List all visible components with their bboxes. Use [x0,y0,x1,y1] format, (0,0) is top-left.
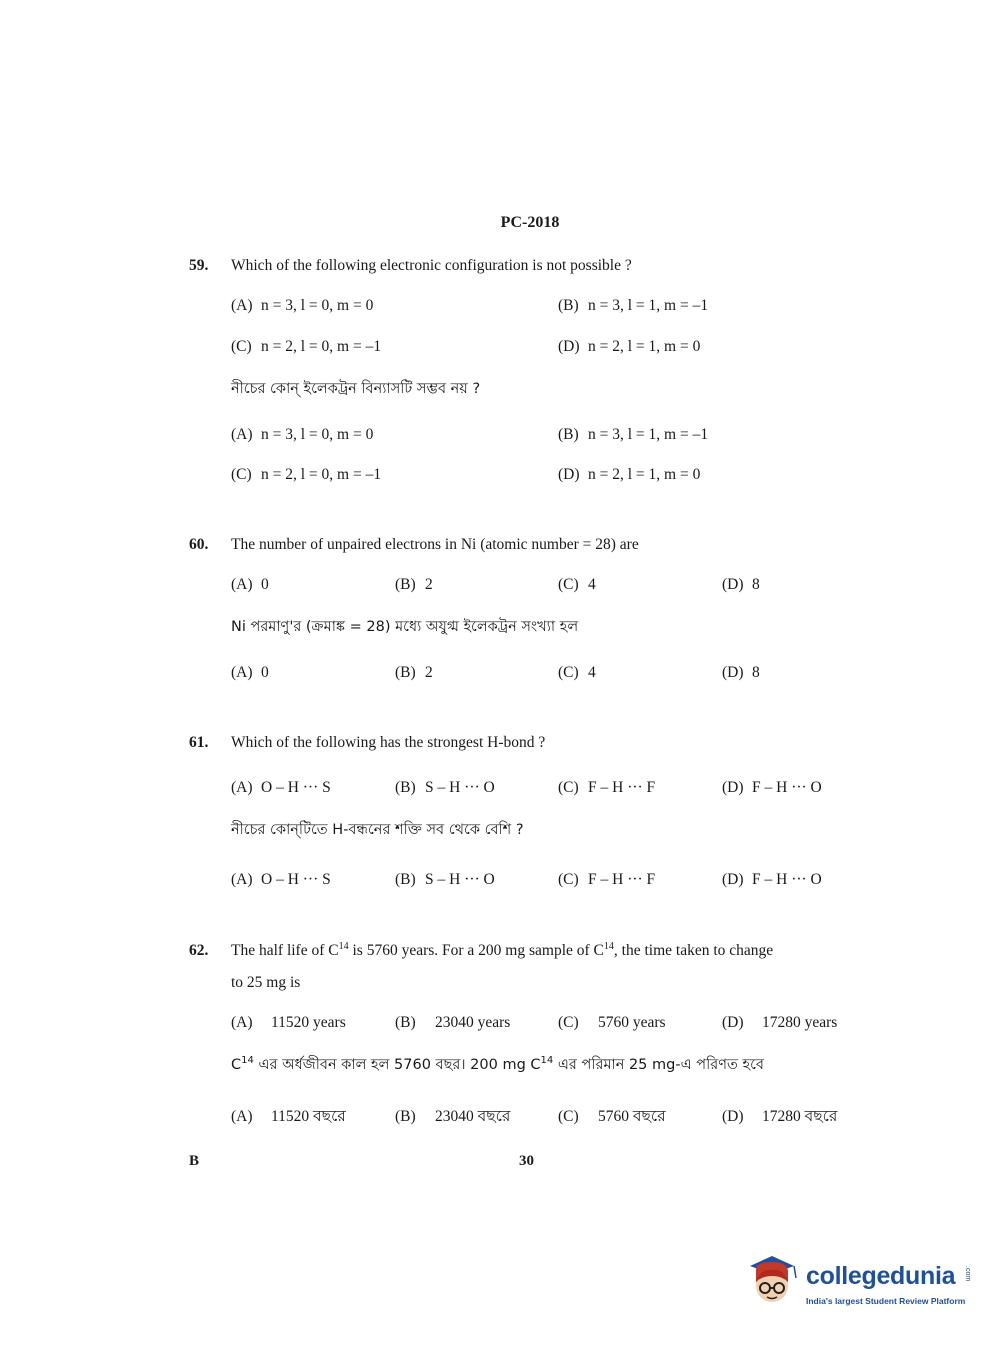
option-d [722,871,822,889]
option-label: (D) [722,779,744,796]
option-value: O – H ··· S [261,779,331,796]
option-value: 8 [752,664,760,681]
question-text-en: The number of unpaired electrons in Ni (atomic number = 28) are [231,536,639,553]
option-value: S – H ··· O [425,779,495,796]
option-a [231,664,269,682]
option-b [558,426,708,444]
option-value: 4 [588,576,596,593]
option-d [558,338,700,356]
option-d [722,1104,837,1130]
logo-tagline: India's largest Student Review Platform [806,1296,966,1306]
option-value: F – H ··· O [752,779,822,796]
option-label: (C) [231,338,252,355]
option-c [558,779,655,797]
option-label: (B) [395,1014,416,1031]
option-value: F – H ··· F [588,779,656,796]
option-value: S – H ··· O [425,871,495,888]
question-number: 60. [189,536,209,553]
option-b [395,779,495,797]
option-value: 11520 বছরে [271,1108,346,1125]
question-number: 62. [189,942,209,959]
option-label: (B) [558,426,579,443]
option-c [558,664,596,682]
option-a [231,1104,346,1130]
option-d [722,664,760,682]
option-label: (B) [395,1108,416,1125]
option-value: 17280 বছরে [762,1108,838,1125]
option-b [395,1014,510,1032]
question-text-en: The half life of $C^{14}$ is 5760 years. For a 200 mg sample of $C^{14}$, the time taken to change [231,940,774,959]
option-c [558,871,655,889]
option-label: (D) [722,1108,744,1125]
option-value: n = 3, l = 0, m = 0 [261,426,374,443]
page-header: PC-2018 [500,214,560,231]
option-label: (C) [231,466,252,483]
question-text-bn: নীচের কোন্ ইলেকট্রন বিন্যাসটি সম্ভব নয় ? [231,381,481,397]
option-value: 17280 years [762,1014,838,1031]
option-value: O – H ··· S [261,871,331,888]
question-number: 59. [189,257,209,274]
option-c [558,576,596,594]
option-value: 2 [425,664,433,681]
set-code: B [189,1153,200,1169]
question-text-en: Which of the following electronic configuration is not possible ? [231,257,632,274]
option-c [558,1104,666,1130]
option-value: n = 3, l = 0, m = 0 [261,297,374,314]
option-label: (B) [395,576,416,593]
option-value: n = 3, l = 1, m = –1 [588,297,709,314]
question-text-bn: $C^{14}$ এর অর্ধজীবন কাল হল 5760 বছর। 200 mg $C^{14}$ এর পরিমান 25 mg-এ পরিণত হবে [231,1055,764,1073]
option-label: (C) [558,1014,579,1031]
option-label: (A) [231,1014,253,1031]
option-label: (B) [395,779,416,796]
page-number: 30 [519,1153,534,1169]
option-label: (A) [231,297,253,314]
option-a [231,576,269,594]
option-value: 4 [588,664,596,681]
option-label: (B) [395,664,416,681]
option-c [231,466,381,484]
option-value: 11520 years [271,1014,346,1031]
option-b [395,871,495,889]
option-value: F – H ··· F [588,871,656,888]
option-value: n = 3, l = 1, m = –1 [588,426,709,443]
option-value: 5760 বছরে [598,1108,666,1125]
option-value: 23040 years [435,1014,511,1031]
option-label: (C) [558,664,579,681]
option-value: 23040 বছরে [435,1108,511,1125]
option-value: n = 2, l = 0, m = –1 [261,466,382,483]
option-value: 2 [425,576,433,593]
option-d [722,576,760,594]
option-value: 8 [752,576,760,593]
option-label: (A) [231,664,253,681]
logo-wordmark: collegedunia [806,1262,956,1290]
option-a [231,871,331,889]
option-value: 0 [261,576,269,593]
option-a [231,1014,346,1032]
option-label: (B) [558,297,579,314]
option-b [395,576,433,594]
option-label: (D) [722,576,744,593]
option-label: (A) [231,1108,253,1125]
question-text-bn: নীচের কোন্‌টিতে H-বন্ধনের শক্তি সব থেকে বেশি ? [231,822,524,838]
option-label: (D) [558,466,580,483]
option-value: F – H ··· O [752,871,822,888]
option-value: 0 [261,664,269,681]
option-value: n = 2, l = 0, m = –1 [261,338,382,355]
collegedunia-mascot-icon [742,1252,804,1310]
option-a [231,426,373,444]
option-c [231,338,381,356]
option-d [558,466,700,484]
option-a [231,779,331,797]
question-text-en: Which of the following has the strongest H-bond ? [231,734,546,751]
question-number: 61. [189,734,209,751]
option-label: (C) [558,576,579,593]
question-text-en-line2: to 25 mg is [231,974,301,991]
question-text-bn: Ni পরমাণু'র (ক্রমাঙ্ক = 28) মধ্যে অযুগ্ম ইলেকট্রন সংখ্যা হল [231,619,579,635]
option-label: (A) [231,426,253,443]
option-label: (D) [722,871,744,888]
option-d [722,779,822,797]
option-a [231,297,373,315]
option-value: 5760 years [598,1014,666,1031]
option-value: n = 2, l = 1, m = 0 [588,466,701,483]
logo-suffix: .com [964,1266,971,1282]
option-label: (D) [722,1014,744,1031]
option-label: (A) [231,576,253,593]
option-label: (C) [558,871,579,888]
option-label: (A) [231,779,253,796]
option-d [722,1014,837,1032]
option-b [558,297,708,315]
option-label: (D) [722,664,744,681]
option-c [558,1014,666,1032]
option-b [395,664,433,682]
option-label: (A) [231,871,253,888]
option-label: (C) [558,1108,579,1125]
option-label: (C) [558,779,579,796]
option-label: (D) [558,338,580,355]
option-value: n = 2, l = 1, m = 0 [588,338,701,355]
option-label: (B) [395,871,416,888]
option-b [395,1104,510,1130]
